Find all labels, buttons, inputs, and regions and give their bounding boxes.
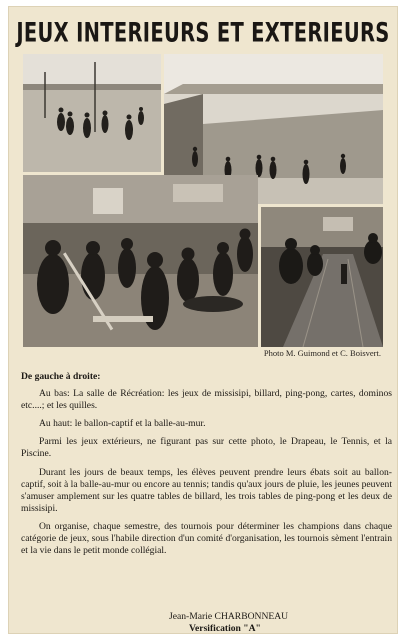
paragraph: Durant les jours de beaux temps, les élèves peuvent prendre leurs ébats soit au ballon-captif, soit à la balle-au-mur ou encore au tennis; tandis qu'aux jours de pluie, les jeunes peuvent s'amuser amplement sur les quatre tables de billard, les trois tables de ping-pong et les deux de missisipi. xyxy=(21,466,392,514)
author-name: Jean-Marie CHARBONNEAU xyxy=(169,611,289,622)
photo-collage xyxy=(23,54,383,347)
paragraph: Parmi les jeux extérieurs, ne figurant pas sur cette photo, le Drapeau, le Tennis, et la Piscine. xyxy=(21,436,392,460)
photo-ballon-captif xyxy=(23,54,161,172)
paragraph: On organise, chaque semestre, des tournois pour déterminer les champions dans chaque catégorie de jeux, sous l'habile direction d'un comité d'organisation, les tournois sèment l'entrain et la vie dans le petit monde collégial. xyxy=(21,520,392,557)
paragraph: Au haut: le ballon-captif et la balle-au-mur. xyxy=(39,418,206,430)
newspaper-clipping xyxy=(9,7,397,633)
author-class: Versification "A" xyxy=(189,622,261,634)
photo-quilles xyxy=(261,207,383,347)
caption-lead: De gauche à droite: xyxy=(21,371,101,382)
author-signature xyxy=(169,611,288,634)
headline: JEUX INTERIEURS ET EXTERIEURS xyxy=(16,17,390,49)
photo-credit: Photo M. Guimond et C. Boisvert. xyxy=(263,348,381,358)
photo-salle-de-recreation xyxy=(23,175,258,347)
paragraph: Au bas: La salle de Récréation: les jeux de missisipi, billard, ping-pong, cartes, dominos etc....; et les quilles. xyxy=(21,388,392,412)
article-body xyxy=(21,371,392,563)
